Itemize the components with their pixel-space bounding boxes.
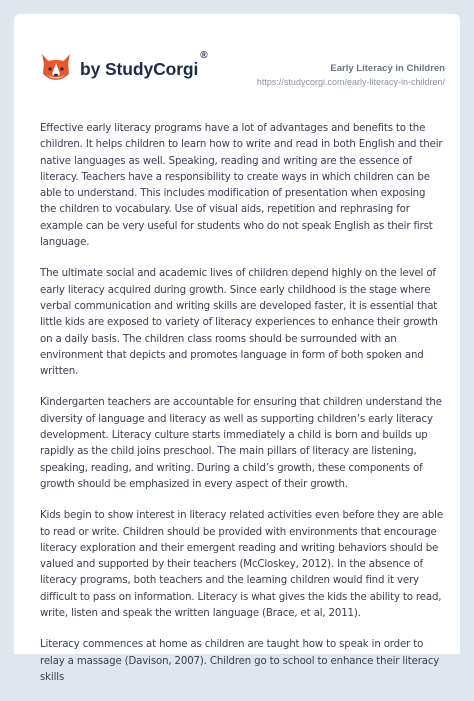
registered-mark: ®	[200, 50, 208, 61]
paragraph: Kids begin to show interest in literacy related activities even before they are able to read or write. Children should be provided with environments that encourage literacy exploration and their emergent reading and writing behaviors should be valued and supported by their teachers (McCloskey, 2012). In the absence of literacy programs, both teachers and the learning children would find it very difficult to pass on information. Literacy is what gives the kids the ability to read, write, listen and speak the written language (Brace, et al, 2011).	[40, 510, 443, 620]
brand-name: by StudyCorgi	[80, 58, 199, 79]
document-url[interactable]: https://studycorgi.com/early-literacy-in-children/	[256, 77, 445, 87]
document-page	[14, 14, 460, 683]
paragraph: The ultimate social and academic lives of children depend highly on the level of early literacy acquired during growth. Since early childhood is the stage where verbal communication and writing skills are developed faster, it is essential that little kids are exposed to variety of literacy experiences to enhance their growth on a daily basis. The children class rooms should be surrounded with an environment that depicts and promotes language in form of both spoken and written.	[40, 268, 438, 378]
paragraph: Literacy commences at home as children are taught how to speak in order to relay a massage (Davison, 2007). Children go to school to enhance their literacy skills	[40, 639, 440, 683]
studycorgi-logo[interactable]	[38, 52, 208, 86]
page-header	[14, 14, 460, 100]
document-meta	[257, 63, 445, 87]
essay-body	[40, 121, 444, 701]
paragraph: Kindergarten teachers are accountable for ensuring that children understand the diversity of language and literacy as well as supporting children’s early literacy development. Literacy culture starts immediately a child is born and builds up rapidly as the child joins preschool. The main pillars of literacy are listening, speaking, reading, and writing. During a child’s growth, these components of growth should be emphasized in every aspect of their growth.	[40, 397, 442, 490]
document-title: Early Literacy in Children	[330, 63, 445, 74]
paragraph: Effective early literacy programs have a lot of advantages and benefits to the children. It helps children to learn how to write and read in both English and their native languages as well. Speaking, reading and writing are the essence of literacy. Teachers have a responsibility to create ways in which children can be able to understand. This includes modification of presentation when exposing the children to vocabulary. Use of visual aids, repetition and rephrasing for example can be very useful for students who do not speak English as their first language.	[40, 123, 443, 249]
corgi-logo-icon	[38, 52, 74, 86]
